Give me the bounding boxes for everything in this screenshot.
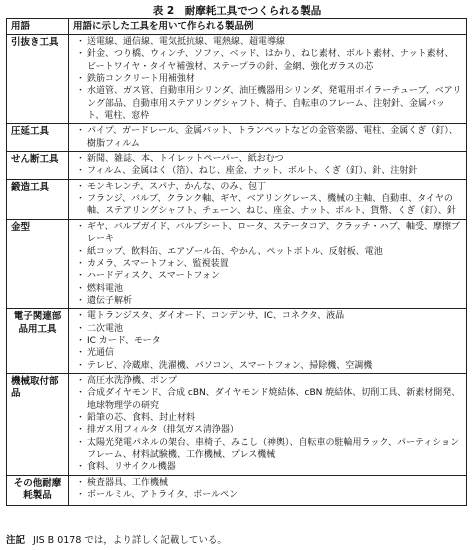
products-cell: [69, 373, 467, 475]
list-item-text: 検査器具、工作機械: [87, 477, 169, 488]
bullet-icon: ・: [76, 283, 86, 294]
footnote-text: JIS B 0178 では，より詳しく記載している。: [33, 535, 227, 546]
list-item-text: パイプ、ガードレール、金属バット、トランペットなどの金管楽器、電柱、金属くぎ（釘）、樹脂フィルム: [87, 126, 458, 149]
table-body: [7, 35, 467, 506]
category-cell: せん断工具: [7, 152, 69, 180]
table-row: [7, 152, 467, 180]
list-item-text: 二次電池: [87, 323, 124, 334]
product-list: [73, 310, 462, 372]
list-item-text: 送電線、通信線、電気抵抗線、電熱線、超電導線: [87, 37, 286, 47]
list-item-text: 燃料電池: [87, 283, 124, 294]
bullet-icon: ・: [76, 126, 86, 137]
list-item-text: 針金、つり橋、ウィンチ、ソファ、ベッド、はかり、ねじ素材、ボルト素材、ナット素材、ビートワイヤ・タイヤ補強材、ステープラの針、金網、強化ガラスの芯: [87, 49, 454, 72]
category-cell: 鍛造工具: [7, 179, 69, 219]
product-list: [73, 221, 462, 307]
list-item-text: 水道管、ガス管、自動車用シリンダ、油圧機器用シリンダ、発電用ボイラーチューブ、ベアリング部品、自動車用ステアリングシャフト、椅子、自転車のフレーム、注射針、金属バット、電柱、窓枠: [87, 86, 462, 122]
list-item: [73, 283, 462, 295]
products-cell: [69, 309, 467, 374]
list-item: [73, 424, 462, 436]
bullet-icon: ・: [76, 425, 86, 436]
table-row: [7, 179, 467, 219]
products-cell: [69, 35, 467, 124]
bullet-icon: ・: [76, 166, 86, 177]
list-item: [73, 489, 462, 501]
table-row: [7, 309, 467, 374]
bullet-icon: ・: [76, 295, 86, 306]
list-item: [73, 246, 462, 258]
list-item: [73, 181, 462, 193]
list-item-text: 紙コップ、飲料缶、エアゾール缶、やかん、ペットボトル、反射板、電池: [87, 246, 383, 257]
bullet-icon: ・: [76, 477, 86, 488]
list-item: [73, 73, 462, 85]
products-cell: [69, 475, 467, 505]
list-item-text: 排ガス用フィルタ（排気ガス清浄器）: [87, 425, 239, 436]
bullet-icon: ・: [76, 221, 86, 232]
list-item-text: 光通信: [87, 348, 115, 359]
bullet-icon: ・: [76, 375, 86, 386]
list-item: [73, 360, 462, 372]
list-item: [73, 310, 462, 322]
list-item: [73, 193, 462, 218]
list-item: [73, 412, 462, 424]
products-cell: [69, 152, 467, 180]
list-item-text: モンキレンチ、スパナ、かんな、のみ、包丁: [87, 181, 266, 192]
list-item-text: ハードディスク、スマートフォン: [87, 271, 221, 282]
list-item: [73, 295, 462, 307]
bullet-icon: ・: [76, 360, 86, 371]
table-row: [7, 124, 467, 152]
products-table: [6, 18, 467, 506]
list-item: [73, 437, 462, 462]
bullet-icon: ・: [76, 437, 86, 448]
bullet-icon: ・: [76, 388, 86, 399]
bullet-icon: ・: [76, 412, 86, 423]
list-item: [73, 258, 462, 270]
category-cell: 機械取付部品: [7, 373, 69, 475]
list-item-text: 電トランジスタ、ダイオード、コンデンサ、IC、コネクタ、液晶: [87, 311, 345, 322]
bullet-icon: ・: [76, 74, 86, 85]
bullet-icon: ・: [76, 258, 86, 269]
list-item: [73, 48, 462, 73]
bullet-icon: ・: [76, 323, 86, 334]
list-item-text: 高圧水洗浄機、ポンプ: [87, 375, 178, 386]
list-item-text: 鉄筋コンクリート用補強材: [87, 74, 195, 85]
products-cell: [69, 219, 467, 308]
bullet-icon: ・: [76, 335, 86, 346]
list-item-text: カメラ、スマートフォン、監視装置: [87, 258, 229, 269]
list-item-text: テレビ、冷蔵庫、洗濯機、パソコン、スマートフォン、掃除機、空調機: [87, 360, 373, 371]
category-cell: 電子関連部品用工具: [7, 309, 69, 374]
list-item: [73, 347, 462, 359]
category-cell: 圧延工具: [7, 124, 69, 152]
bullet-icon: ・: [76, 271, 86, 282]
product-list: [73, 181, 462, 218]
category-cell: その他耐摩耗製品: [7, 475, 69, 505]
list-item-text: 太陽光発電パネルの架台、車椅子、みこし（神輿）、自転車の駐輪用ラック、パーティションフレーム、材料試験機、工作機械、プレス機械: [87, 437, 460, 460]
product-list: [73, 153, 462, 178]
bullet-icon: ・: [76, 154, 86, 165]
bullet-icon: ・: [76, 181, 86, 192]
product-list: [73, 375, 462, 474]
list-item: [73, 323, 462, 335]
list-item-text: フランジ、バルブ、クランク軸、ギヤ、ベアリングレース、機械の主軸、自動車、タイヤの軸、ステアリングシャフト、チェーン、ねじ、座金、ナット、ボルト、貨幣、くぎ（釘）、針: [87, 194, 456, 217]
bullet-icon: ・: [76, 86, 86, 97]
bullet-icon: ・: [76, 490, 86, 501]
product-list: [73, 125, 462, 150]
list-item-text: フィルム、金属はく（箔）、ねじ、座金、ナット、ボルト、くぎ（釘）、針、注射針: [87, 166, 418, 177]
products-cell: [69, 179, 467, 219]
list-item-text: 遺伝子解析: [87, 295, 133, 306]
list-item: [73, 335, 462, 347]
list-item: [73, 461, 462, 473]
list-item-text: 鉛筆の芯、食料、封止材料: [87, 412, 196, 423]
product-list: [73, 477, 462, 502]
header-products: 用語に示した工具を用いて作られる製品例: [69, 19, 467, 35]
bullet-icon: ・: [76, 462, 86, 473]
list-item-text: IC カード、モータ: [87, 335, 161, 346]
list-item: [73, 153, 462, 165]
bullet-icon: ・: [76, 37, 86, 47]
footnote-label: 注記: [6, 535, 26, 546]
list-item: [73, 85, 462, 122]
category-cell: 金型: [7, 219, 69, 308]
list-item: [73, 36, 462, 48]
bullet-icon: ・: [76, 246, 86, 257]
table-row: [7, 35, 467, 124]
list-item: [73, 270, 462, 282]
list-item: [73, 387, 462, 412]
products-cell: [69, 124, 467, 152]
table-row: [7, 373, 467, 475]
header-term: 用語: [7, 19, 69, 35]
list-item-text: ギヤ、バルブガイド、バルブシート、ロータ、ステータコア、クラッチ・ハブ、軸受、摩擦ブレーキ: [87, 221, 460, 245]
list-item: [73, 125, 462, 150]
table-row: [7, 475, 467, 505]
footnote: [6, 534, 227, 547]
list-item-text: 食料、リサイクル機器: [87, 462, 176, 473]
list-item-text: 合成ダイヤモンド、合成 cBN、ダイヤモンド焼結体、cBN 焼結体、切削工具、新素材開発、地球物理学の研究: [87, 388, 461, 411]
list-item: [73, 477, 462, 489]
bullet-icon: ・: [76, 348, 86, 359]
list-item: [73, 165, 462, 177]
table-title: 表 2 耐摩耗工具でつくられる製品: [152, 5, 322, 17]
table-header-row: [7, 19, 467, 35]
bullet-icon: ・: [76, 194, 86, 205]
category-cell: 引抜き工具: [7, 35, 69, 124]
product-list: [73, 36, 462, 122]
bullet-icon: ・: [76, 311, 86, 322]
list-item: [73, 375, 462, 387]
list-item-text: 新聞、雑誌、本、トイレットペーパー、紙おむつ: [87, 154, 284, 165]
bullet-icon: ・: [76, 49, 86, 60]
table-row: [7, 219, 467, 308]
list-item: [73, 221, 462, 246]
list-item-text: ボールミル、アトライタ、ボールペン: [87, 490, 239, 501]
